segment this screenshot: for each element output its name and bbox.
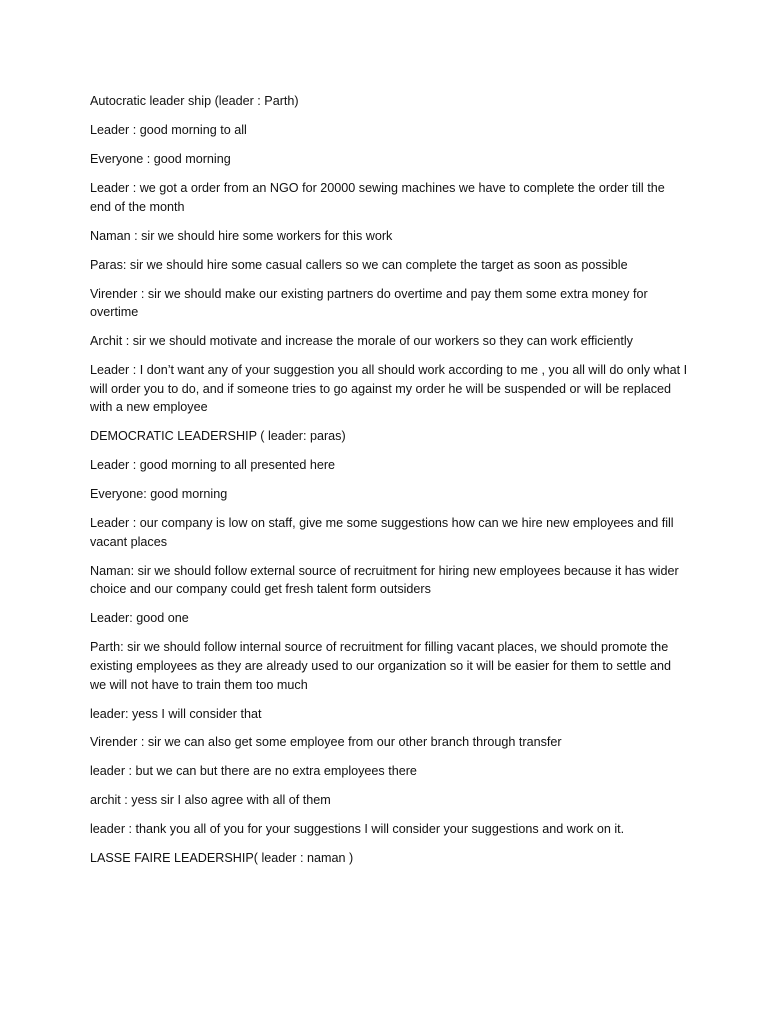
paragraph-virender-suggestion: Virender : sir we should make our existing partners do overtime and pay them some extra money for overtime [90,286,652,320]
paragraph-parth-internal: Parth: sir we should follow internal source of recruitment for filling vacant places, we should promote the existing employees as they are already used to our organization so it will be easier for them to settle and we will not have to train them too much [90,640,675,692]
paragraph-everyone-reply-2: Everyone: good morning [90,487,228,502]
paragraph-paras-suggestion: Paras: sir we should hire some casual callers so we can complete the target as soon as possible [90,257,628,272]
paragraph-leader-response: Leader : I don’t want any of your suggestion you all should work according to me , you all will do only what I will order you to do, and if someone tries to go against my order he will be suspended or will be replaced with a new employee [90,363,691,415]
paragraph-naman-suggestion: Naman : sir we should hire some workers for this work [90,228,393,243]
paragraph-leader-thanks: leader : thank you all of you for your suggestions I will consider your suggestions and work on it. [90,822,625,837]
paragraph-leader-order: Leader : we got a order from an NGO for 20000 sewing machines we have to complete the order till the end of the month [90,180,669,214]
paragraph-leader-greeting-2: Leader : good morning to all presented here [90,458,336,473]
paragraph-democratic-heading: DEMOCRATIC LEADERSHIP ( leader: paras) [90,429,346,444]
paragraph-leader-staff-request: Leader : our company is low on staff, give me some suggestions how can we hire new employees and fill vacant places [90,516,678,549]
paragraph-archit-suggestion: Archit : sir we should motivate and increase the morale of our workers so they can work efficiently [90,334,633,349]
paragraph-autocratic-heading: Autocratic leader ship (leader : Parth) [90,94,299,108]
paragraph-naman-external: Naman: sir we should follow external source of recruitment for hiring new employees because it has wider choice and our company could get fresh talent form outsiders [90,563,683,597]
paragraph-leader-greeting: Leader : good morning to all [90,122,247,137]
paragraph-laissez-faire-heading: LASSE FAIRE LEADERSHIP( leader : naman ) [90,851,354,866]
paragraph-leader-no-extra: leader : but we can but there are no extra employees there [90,764,417,779]
paragraph-leader-consider: leader: yess I will consider that [90,706,262,721]
paragraph-leader-good-one: Leader: good one [90,611,189,626]
paragraph-archit-agree: archit : yess sir I also agree with all of them [90,793,331,808]
paragraph-virender-transfer: Virender : sir we can also get some employee from our other branch through transfer [90,735,562,750]
paragraph-everyone-reply: Everyone : good morning [90,151,231,166]
